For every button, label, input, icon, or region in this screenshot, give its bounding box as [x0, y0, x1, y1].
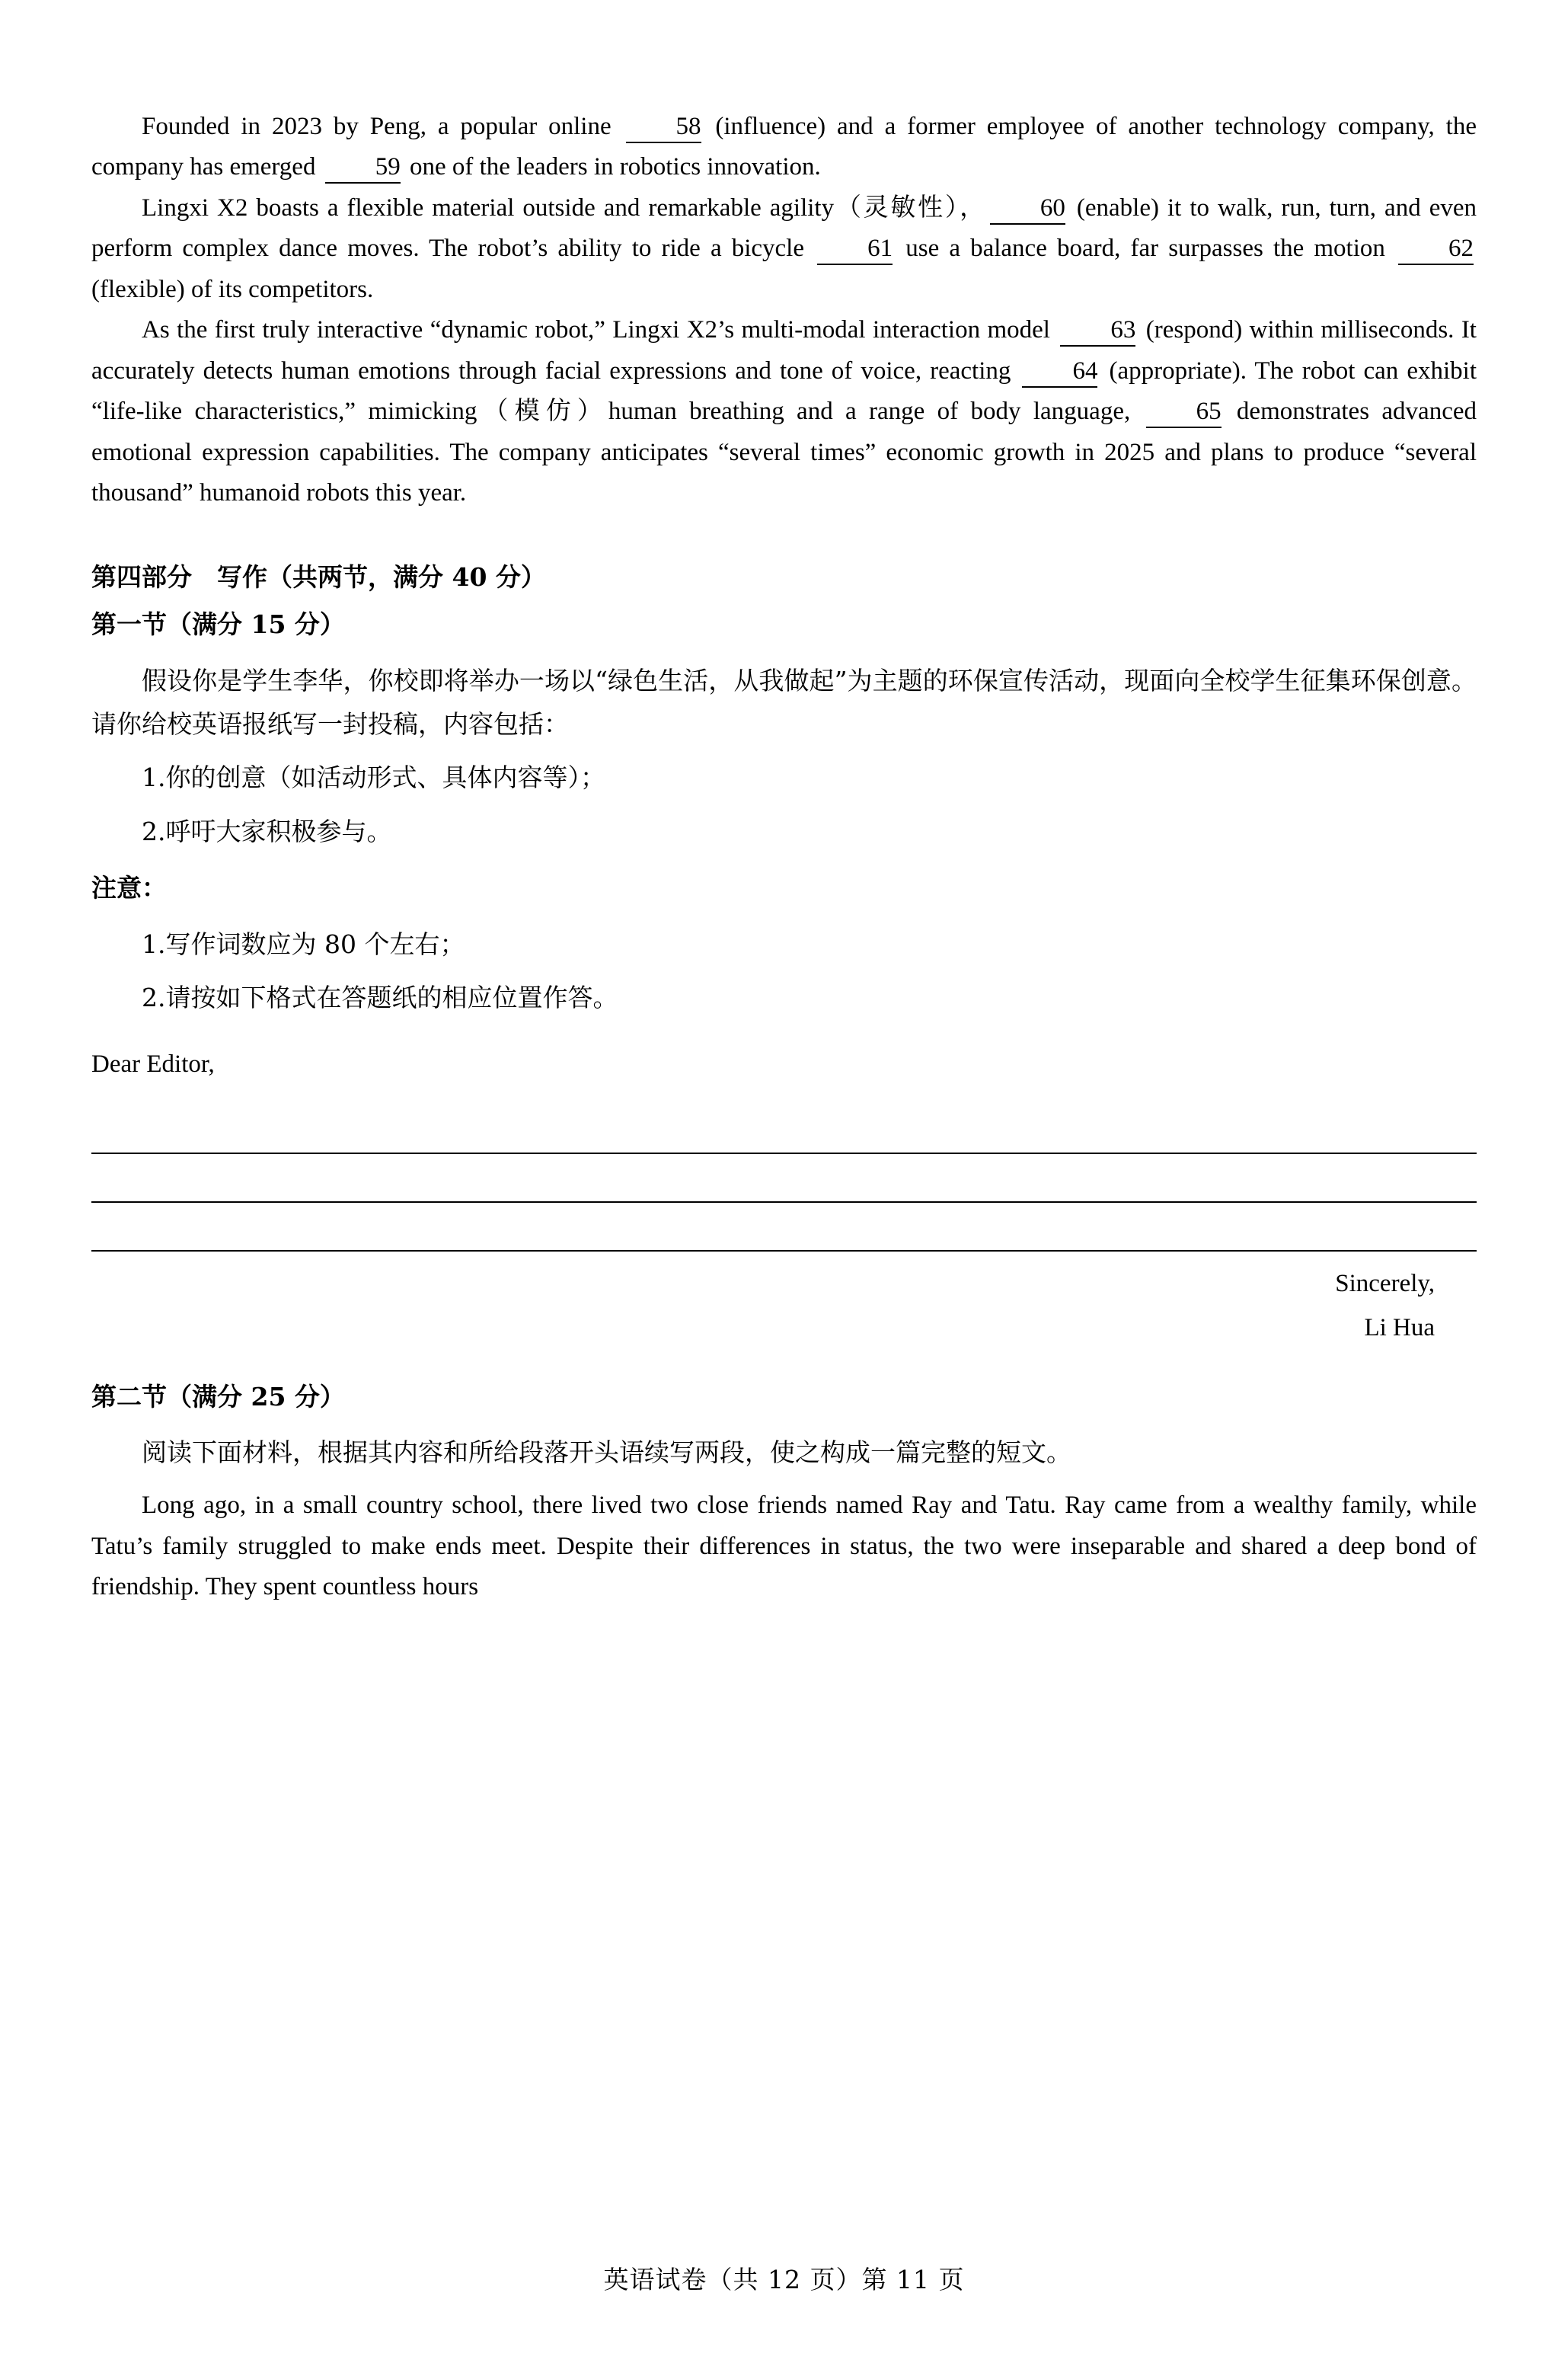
answer-write-area[interactable] — [91, 1105, 1477, 1252]
section-one-requirement-1: 1.你的创意（如活动形式、具体内容等）； — [142, 763, 605, 793]
cloze-text: one of the leaders in robotics innovation. — [403, 153, 821, 181]
cloze-text: (influence) and a former employee of another technology company, the company has emerged — [91, 113, 1477, 181]
cloze-blank-61[interactable]: 61 — [817, 235, 893, 265]
section-one-heading: 第一节（满分 15 分） — [91, 609, 345, 640]
section-two-heading: 第二节（满分 25 分） — [91, 1381, 345, 1412]
cloze-text: (appropriate). The robot can exhibit “life-like characteristics,” mimicking（模仿）human breathing and a range of body language, — [91, 356, 1477, 426]
page-footer: 英语试卷（共 12 页）第 11 页 — [603, 2265, 965, 2294]
section-one-prompt: 假设你是学生李华，你校即将举办一场以“绿色生活，从我做起”为主题的环保宣传活动，现面向全校学生征集环保创意。请你给校英语报纸写一封投稿，内容包括： — [91, 665, 1477, 739]
cloze-blank-59[interactable]: 59 — [325, 153, 401, 184]
note-2: 2.请按如下格式在答题纸的相应位置作答。 — [142, 983, 618, 1013]
answer-line[interactable] — [91, 1203, 1477, 1252]
answer-line[interactable] — [91, 1105, 1477, 1154]
cloze-paragraph-3 — [91, 310, 1477, 513]
cloze-text: demonstrates advanced emotional expression capabilities. The company anticipates “several times” economic growth in 2025 and plans to produce “several thousand” humanoid robots this year. — [91, 398, 1477, 507]
section-two-passage: Long ago, in a small country school, there lived two close friends named Ray and Tatu. Ray came from a wealthy family, while Tatu’s family struggled to make ends meet. Despite their differences in status, the two were inseparable and shared a deep bond of friendship. They spent countless hours — [91, 1492, 1477, 1601]
answer-line[interactable] — [91, 1154, 1477, 1203]
page-content — [91, 107, 1477, 1607]
section-one-requirement-2: 2.呼吁大家积极参与。 — [142, 817, 392, 847]
cloze-blank-58[interactable]: 58 — [626, 113, 701, 143]
cloze-text: (enable) it to walk, run, turn, and even perform complex dance moves. The robot’s ability to ride a bicycle — [91, 193, 1477, 263]
cloze-blank-60[interactable]: 60 — [990, 194, 1065, 225]
section-two-prompt: 阅读下面材料，根据其内容和所给段落开头语续写两段，使之构成一篇完整的短文。 — [142, 1437, 1071, 1468]
note-1: 1.写作词数应为 80 个左右； — [142, 929, 465, 959]
letter-signature: Li Hua — [1364, 1313, 1435, 1341]
cloze-blank-64[interactable]: 64 — [1022, 357, 1097, 388]
cloze-blank-63[interactable]: 63 — [1060, 316, 1135, 347]
cloze-paragraph-1 — [91, 107, 1477, 188]
cloze-text: As the first truly interactive “dynamic robot,” Lingxi X2’s multi-modal interaction model — [142, 316, 1058, 344]
cloze-text: Founded in 2023 by Peng, a popular online — [142, 113, 623, 140]
cloze-blank-65[interactable]: 65 — [1146, 398, 1222, 428]
notes-heading: 注意： — [91, 872, 167, 903]
cloze-blank-62[interactable]: 62 — [1398, 235, 1474, 265]
cloze-text: (respond) within milliseconds. It accurately detects human emotions through facial expressions and tone of voice, reacting — [91, 316, 1477, 385]
letter-closing: Sincerely, — [1335, 1270, 1435, 1298]
part-four-heading: 第四部分 写作（共两节，满分 40 分） — [91, 561, 546, 592]
cloze-text: (flexible) of its competitors. — [91, 275, 374, 303]
cloze-text: Lingxi X2 boasts a flexible material outside and remarkable agility（灵敏性）， — [142, 193, 987, 222]
cloze-text: use a balance board, far surpasses the motion — [896, 235, 1395, 263]
letter-salutation: Dear Editor, — [91, 1050, 215, 1079]
cloze-section — [91, 107, 1477, 514]
cloze-paragraph-2 — [91, 188, 1477, 310]
